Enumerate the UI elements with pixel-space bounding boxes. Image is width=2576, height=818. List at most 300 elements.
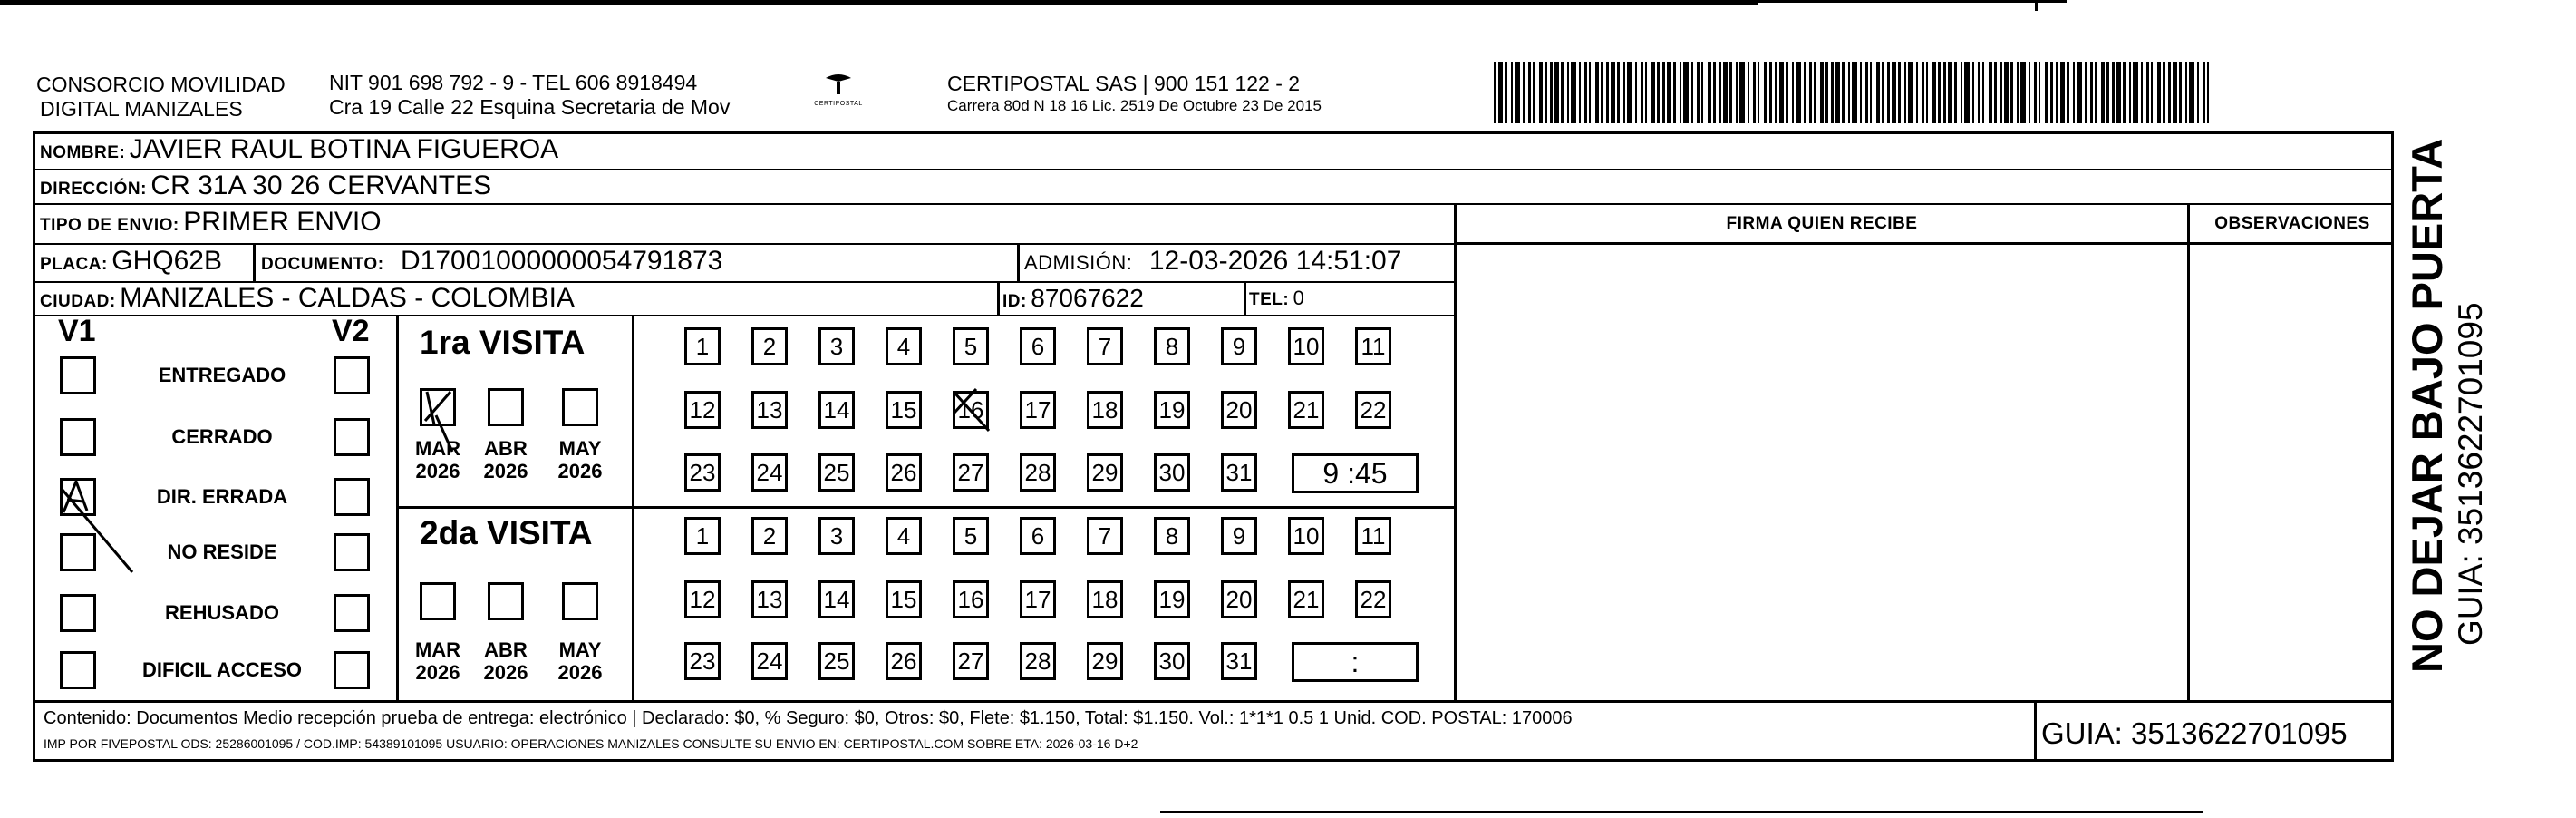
documento-label: DOCUMENTO: bbox=[261, 255, 384, 274]
barcode-bar bbox=[1932, 62, 1936, 123]
v1-checkbox[interactable] bbox=[60, 651, 96, 689]
obs-divider bbox=[2187, 203, 2190, 701]
observaciones-label: OBSERVACIONES bbox=[2214, 214, 2370, 233]
barcode-bar bbox=[2056, 62, 2058, 123]
first-visit-day-box[interactable]: 23 bbox=[684, 453, 721, 492]
barcode-bar bbox=[2129, 62, 2131, 123]
barcode-bar bbox=[1539, 62, 1543, 123]
first-visit-label: 1ra VISITA bbox=[420, 324, 586, 361]
barcode-bar bbox=[1948, 62, 1952, 123]
v2-checkbox[interactable] bbox=[334, 478, 370, 516]
month-name: MAY bbox=[558, 437, 602, 460]
barcode-bar bbox=[1779, 62, 1784, 123]
second-visit-day-box[interactable]: 26 bbox=[886, 642, 922, 680]
issuer-name bbox=[36, 73, 286, 122]
month-year: 2026 bbox=[557, 661, 603, 684]
barcode-bar bbox=[1758, 62, 1759, 123]
barcode-bar bbox=[1904, 62, 1906, 123]
barcode-bar bbox=[2050, 62, 2053, 123]
certipostal-logo bbox=[807, 71, 870, 116]
second-visit-day-box[interactable]: 13 bbox=[751, 580, 788, 618]
second-visit-day-box[interactable]: 7 bbox=[1087, 517, 1123, 555]
second-visit-month-checkbox[interactable] bbox=[420, 582, 456, 620]
first-visit-month-label bbox=[479, 437, 533, 482]
barcode-bar bbox=[2116, 62, 2121, 123]
first-visit-month-label bbox=[553, 437, 607, 482]
second-visit-day-box[interactable]: 25 bbox=[818, 642, 855, 680]
tel-divider bbox=[1244, 281, 1246, 316]
month-year: 2026 bbox=[415, 661, 460, 684]
barcode-bar bbox=[1667, 62, 1671, 123]
first-visit-day-box[interactable]: 14 bbox=[818, 391, 855, 429]
barcode-bar bbox=[1842, 62, 1845, 123]
id-divider bbox=[997, 281, 1000, 316]
barcode-bar bbox=[1617, 62, 1620, 123]
documento-value: D17001000000054791873 bbox=[401, 246, 723, 276]
first-visit-month-checkbox[interactable] bbox=[488, 388, 524, 426]
first-visit-day-box[interactable]: 20 bbox=[1221, 391, 1257, 429]
barcode-bar bbox=[1792, 62, 1794, 123]
first-visit-day-box[interactable]: 31 bbox=[1221, 453, 1257, 492]
barcode-bar bbox=[1865, 62, 1868, 123]
barcode-bar bbox=[1887, 62, 1890, 123]
status-label: CERRADO bbox=[171, 425, 273, 448]
issuer-line1: CONSORCIO MOVILIDAD bbox=[36, 73, 286, 96]
v1-checkbox[interactable] bbox=[60, 418, 96, 456]
first-visit-day-box[interactable]: 18 bbox=[1087, 391, 1123, 429]
barcode-bar bbox=[2106, 62, 2109, 123]
first-visit-day-box[interactable]: 19 bbox=[1154, 391, 1190, 429]
v1-label: V1 bbox=[58, 314, 96, 348]
barcode-bar bbox=[1922, 62, 1924, 123]
barcode-bar bbox=[2090, 62, 2093, 123]
barcode-bar bbox=[1786, 62, 1788, 123]
barcode-bar bbox=[1657, 62, 1660, 123]
id-value: 87067622 bbox=[1031, 284, 1144, 312]
barcode-bar bbox=[1554, 62, 1559, 123]
barcode-bar bbox=[1611, 62, 1615, 123]
second-visit-day-box[interactable]: 18 bbox=[1087, 580, 1123, 618]
barcode-bar bbox=[1627, 62, 1632, 123]
v1-checkbox[interactable] bbox=[60, 594, 96, 632]
month-year: 2026 bbox=[483, 661, 528, 684]
barcode-bar bbox=[2000, 62, 2002, 123]
placa-value: GHQ62B bbox=[111, 246, 222, 276]
barcode-bar bbox=[2060, 62, 2065, 123]
barcode-bar bbox=[1775, 62, 1777, 123]
logo-icon bbox=[820, 71, 857, 96]
first-visit-day-box[interactable]: 5 bbox=[953, 327, 989, 365]
first-visit-day-box[interactable]: 26 bbox=[886, 453, 922, 492]
tel-row bbox=[1249, 287, 1304, 310]
top-edge-divider bbox=[2035, 0, 2038, 11]
first-visit-time-box[interactable]: 9 :45 bbox=[1292, 453, 1419, 493]
placa-label: PLACA: bbox=[40, 255, 108, 274]
month-name: MAR bbox=[414, 638, 461, 661]
first-visit-day-box[interactable]: 10 bbox=[1288, 327, 1324, 365]
barcode-bar bbox=[1523, 62, 1525, 123]
barcode-bar bbox=[1825, 62, 1828, 123]
imp-text: IMP POR FIVEPOSTAL ODS: 25286001095 / COD.IMP: 54389101095 USUARIO: OPERACIONES MANIZALES CONSULTE SU ENVIO EN: CERTIPOSTAL.COM SOBRE ETA: 2026-03-16 D+2 bbox=[44, 736, 1138, 751]
v2-label: V2 bbox=[332, 314, 370, 348]
barcode-bar bbox=[1764, 62, 1767, 123]
tipo-row bbox=[40, 207, 382, 238]
barcode-bar bbox=[2085, 62, 2087, 123]
admision-row bbox=[1024, 246, 1401, 277]
barcode-bar bbox=[1964, 62, 1970, 123]
guia-box-divider bbox=[2034, 700, 2037, 762]
v1-checkbox[interactable] bbox=[60, 356, 96, 394]
second-visit-day-box[interactable]: 9 bbox=[1221, 517, 1257, 555]
first-visit-month-checkbox[interactable] bbox=[562, 388, 598, 426]
barcode-bar bbox=[1579, 62, 1581, 123]
first-visit-day-box[interactable]: 24 bbox=[751, 453, 788, 492]
first-visit-day-box[interactable]: 1 bbox=[684, 327, 721, 365]
barcode-bar bbox=[1645, 62, 1647, 123]
logo-caption: CERTIPOSTAL bbox=[814, 101, 863, 107]
first-visit-day-box[interactable]: 11 bbox=[1355, 327, 1391, 365]
issuer-line2: DIGITAL MANIZALES bbox=[40, 97, 243, 121]
barcode-bar bbox=[1719, 62, 1721, 123]
nombre-row bbox=[40, 134, 558, 165]
barcode-bar bbox=[1809, 62, 1812, 123]
v2-checkbox[interactable] bbox=[334, 533, 370, 571]
side-text bbox=[2402, 93, 2511, 673]
second-visit-day-box[interactable]: 10 bbox=[1288, 517, 1324, 555]
month-year: 2026 bbox=[557, 460, 603, 482]
second-visit-day-box[interactable]: 11 bbox=[1355, 517, 1391, 555]
barcode-bar bbox=[1511, 62, 1513, 123]
barcode-bar bbox=[1662, 62, 1665, 123]
firma-divider bbox=[1454, 203, 1457, 701]
second-visit-day-box[interactable]: 5 bbox=[953, 517, 989, 555]
barcode-bar bbox=[2157, 62, 2161, 123]
second-visit-month-checkbox[interactable] bbox=[562, 582, 598, 620]
second-visit-day-box[interactable]: 19 bbox=[1154, 580, 1190, 618]
barcode-bar bbox=[1769, 62, 1772, 123]
barcode-bar bbox=[1635, 62, 1637, 123]
barcode-bar bbox=[1831, 62, 1834, 123]
v2-checkbox[interactable] bbox=[334, 356, 370, 394]
tel-value: 0 bbox=[1293, 287, 1304, 309]
first-visit-month-label bbox=[411, 437, 465, 482]
tel-label: TEL: bbox=[1249, 290, 1290, 309]
barcode-bar bbox=[1978, 62, 1980, 123]
issuer-nit: NIT 901 698 792 - 9 - TEL 606 8918494 bbox=[329, 71, 698, 94]
visit-split-line bbox=[396, 506, 1457, 509]
barcode-bar bbox=[1748, 62, 1749, 123]
top-edge-line bbox=[0, 0, 1758, 5]
guia-box: GUIA: 3513622701095 bbox=[2041, 716, 2348, 750]
barcode-bar bbox=[2168, 62, 2171, 123]
barcode-bar bbox=[2112, 62, 2115, 123]
row-line bbox=[33, 700, 2394, 703]
no-dejar-warning: NO DEJAR BAJO PUERTA bbox=[2403, 138, 2451, 673]
month-name: MAR bbox=[414, 437, 461, 460]
barcode-bar bbox=[1961, 62, 1962, 123]
second-visit-month-checkbox[interactable] bbox=[488, 582, 524, 620]
contenido-text: Contenido: Documentos Medio recepción prueba de entrega: electrónico | Declarado: $0, % Seguro: $0, Otros: $0, Flete: $1.150, Total: $1.150. Vol.: 1*1*1 0.5 1 Unid. COD. POSTAL: 170006 bbox=[44, 708, 1573, 728]
second-visit-day-box[interactable]: 16 bbox=[953, 580, 989, 618]
second-visit-day-box[interactable]: 20 bbox=[1221, 580, 1257, 618]
first-visit-day-box[interactable]: 21 bbox=[1288, 391, 1324, 429]
barcode-bar bbox=[2173, 62, 2177, 123]
barcode-bar bbox=[2151, 62, 2153, 123]
barcode-bar bbox=[1926, 62, 1928, 123]
barcode-bar bbox=[2073, 62, 2075, 123]
first-visit-day-box[interactable]: 3 bbox=[818, 327, 855, 365]
ciudad-value: MANIZALES - CALDAS - COLOMBIA bbox=[120, 283, 575, 313]
barcode-bar bbox=[1736, 62, 1738, 123]
ciudad-row bbox=[40, 283, 575, 314]
barcode-bar bbox=[1835, 62, 1840, 123]
first-visit-day-box[interactable]: 30 bbox=[1154, 453, 1190, 492]
issuer-contact bbox=[329, 71, 730, 120]
barcode-bar bbox=[1584, 62, 1587, 123]
tipo-label: TIPO DE ENVIO: bbox=[40, 216, 179, 235]
second-visit-month-label bbox=[553, 638, 607, 684]
barcode-bar bbox=[1550, 62, 1553, 123]
barcode-bar bbox=[1691, 62, 1693, 123]
barcode-bar bbox=[1954, 62, 1957, 123]
courier-info bbox=[947, 71, 1322, 116]
status-label: NO RESIDE bbox=[167, 540, 277, 563]
month-name: ABR bbox=[484, 437, 528, 460]
bottom-edge-line bbox=[1160, 811, 2203, 813]
first-visit-day-box[interactable]: 16 bbox=[953, 391, 989, 429]
month-year: 2026 bbox=[415, 460, 460, 482]
status-label: DIFICIL ACCESO bbox=[141, 658, 302, 681]
barcode-bar bbox=[1561, 62, 1564, 123]
barcode-bar bbox=[1852, 62, 1857, 123]
barcode-bar bbox=[1708, 62, 1711, 123]
month-name: MAY bbox=[558, 638, 602, 661]
v2-checkbox[interactable] bbox=[334, 651, 370, 689]
barcode-bar bbox=[2207, 62, 2209, 123]
second-visit-day-box[interactable]: 12 bbox=[684, 580, 721, 618]
admision-divider bbox=[1017, 243, 1020, 281]
second-visit-day-box[interactable]: 21 bbox=[1288, 580, 1324, 618]
barcode-bar bbox=[1882, 62, 1884, 123]
barcode-bar bbox=[2203, 62, 2205, 123]
month-name: ABR bbox=[484, 638, 528, 661]
v1-checkbox[interactable] bbox=[60, 533, 96, 571]
barcode-bar bbox=[1753, 62, 1756, 123]
second-visit-month-label bbox=[411, 638, 465, 684]
barcode-bar bbox=[2045, 62, 2048, 123]
barcode-bar bbox=[1651, 62, 1655, 123]
second-visit-day-box[interactable]: 4 bbox=[886, 517, 922, 555]
documento-row bbox=[261, 246, 722, 277]
second-visit-day-box[interactable]: 31 bbox=[1221, 642, 1257, 680]
tipo-value: PRIMER ENVIO bbox=[183, 207, 382, 237]
barcode-bar bbox=[1589, 62, 1591, 123]
barcode-bar bbox=[1729, 62, 1732, 123]
barcode-bar bbox=[1713, 62, 1716, 123]
barcode-bar bbox=[2004, 62, 2009, 123]
barcode-bar bbox=[1623, 62, 1625, 123]
barcode-bar bbox=[2010, 62, 2013, 123]
barcode-bar bbox=[1697, 62, 1700, 123]
admision-value: 12-03-2026 14:51:07 bbox=[1148, 246, 1402, 276]
first-visit-day-box[interactable]: 28 bbox=[1020, 453, 1056, 492]
first-visit-day-box[interactable]: 8 bbox=[1154, 327, 1190, 365]
ciudad-label: CIUDAD: bbox=[40, 292, 116, 311]
barcode-bar bbox=[1982, 62, 1984, 123]
barcode-bar bbox=[1498, 62, 1503, 123]
barcode-bar bbox=[1908, 62, 1913, 123]
second-visit-day-box[interactable]: 30 bbox=[1154, 642, 1190, 680]
barcode-bar bbox=[2101, 62, 2105, 123]
barcode-bar bbox=[1571, 62, 1576, 123]
barcode-bar bbox=[1820, 62, 1824, 123]
direccion-row bbox=[40, 170, 491, 201]
second-visit-day-box[interactable]: 6 bbox=[1020, 517, 1056, 555]
barcode-bar bbox=[1673, 62, 1676, 123]
barcode-bar bbox=[1739, 62, 1745, 123]
id-label: ID: bbox=[1002, 292, 1027, 311]
barcode-bar bbox=[2163, 62, 2165, 123]
barcode-bar bbox=[2133, 62, 2138, 123]
first-visit-day-box[interactable]: 12 bbox=[684, 391, 721, 429]
barcode-bar bbox=[1641, 62, 1643, 123]
barcode-bar bbox=[2020, 62, 2026, 123]
barcode-bar bbox=[1848, 62, 1850, 123]
barcode-bar bbox=[2034, 62, 2037, 123]
v2-checkbox[interactable] bbox=[334, 418, 370, 456]
second-visit-day-box[interactable]: 14 bbox=[818, 580, 855, 618]
first-visit-day-mark bbox=[949, 385, 994, 439]
second-visit-time-box[interactable]: : bbox=[1292, 642, 1419, 682]
barcode-bar bbox=[1515, 62, 1520, 123]
status-label: REHUSADO bbox=[165, 601, 279, 624]
v1-checkbox[interactable] bbox=[60, 478, 96, 516]
barcode-bar bbox=[1796, 62, 1801, 123]
barcode-bar bbox=[1683, 62, 1689, 123]
barcode-bar bbox=[2185, 62, 2187, 123]
barcode-bar bbox=[1723, 62, 1728, 123]
barcode-bar bbox=[1898, 62, 1901, 123]
barcode-bar bbox=[1876, 62, 1880, 123]
status-label: ENTREGADO bbox=[158, 364, 286, 386]
barcode-bar bbox=[1601, 62, 1603, 123]
barcode-bar bbox=[1528, 62, 1531, 123]
second-visit-day-box[interactable]: 24 bbox=[751, 642, 788, 680]
second-visit-day-box[interactable]: 22 bbox=[1355, 580, 1391, 618]
barcode-bar bbox=[1994, 62, 1997, 123]
barcode-bar bbox=[1567, 62, 1569, 123]
first-visit-day-box[interactable]: 17 bbox=[1020, 391, 1056, 429]
v2-checkbox[interactable] bbox=[334, 594, 370, 632]
barcode-bar bbox=[1505, 62, 1507, 123]
first-visit-day-box[interactable]: 2 bbox=[751, 327, 788, 365]
courier-name: CERTIPOSTAL SAS | 900 151 122 - 2 bbox=[947, 72, 1301, 95]
barcode-bar bbox=[2146, 62, 2149, 123]
second-visit-day-box[interactable]: 1 bbox=[684, 517, 721, 555]
barcode-bar bbox=[1972, 62, 1974, 123]
nombre-value: JAVIER RAUL BOTINA FIGUEROA bbox=[129, 134, 559, 164]
second-visit-day-box[interactable]: 2 bbox=[751, 517, 788, 555]
row-line bbox=[33, 315, 1456, 316]
barcode-bar bbox=[1892, 62, 1896, 123]
second-visit-day-box[interactable]: 8 bbox=[1154, 517, 1190, 555]
second-visit-day-box[interactable]: 28 bbox=[1020, 642, 1056, 680]
first-visit-day-box[interactable]: 13 bbox=[751, 391, 788, 429]
first-visit-day-box[interactable]: 22 bbox=[1355, 391, 1391, 429]
barcode-bar bbox=[1494, 62, 1496, 123]
issuer-address: Cra 19 Calle 22 Esquina Secretaria de Mov bbox=[329, 95, 731, 119]
first-visit-day-box[interactable]: 29 bbox=[1087, 453, 1123, 492]
firma-label: FIRMA QUIEN RECIBE bbox=[1726, 214, 1918, 233]
placa-row bbox=[40, 246, 222, 277]
courier-address: Carrera 80d N 18 16 Lic. 2519 De Octubre 23 De 2015 bbox=[947, 97, 1322, 114]
barcode-bar bbox=[1860, 62, 1862, 123]
barcode bbox=[1494, 62, 2215, 123]
barcode-bar bbox=[2123, 62, 2126, 123]
direccion-label: DIRECCIÓN: bbox=[40, 180, 147, 199]
barcode-bar bbox=[1943, 62, 1946, 123]
first-visit-day-box[interactable]: 9 bbox=[1221, 327, 1257, 365]
barcode-bar bbox=[1701, 62, 1703, 123]
barcode-bar bbox=[1804, 62, 1806, 123]
placa-divider bbox=[253, 243, 256, 281]
first-visit-month-checkbox[interactable] bbox=[420, 388, 456, 426]
admision-label: ADMISIÓN: bbox=[1024, 251, 1133, 274]
first-visit-day-box[interactable]: 6 bbox=[1020, 327, 1056, 365]
top-edge-line-right bbox=[1749, 0, 2067, 3]
second-visit-day-box[interactable]: 3 bbox=[818, 517, 855, 555]
second-visit-day-box[interactable]: 27 bbox=[953, 642, 989, 680]
barcode-bar bbox=[2141, 62, 2143, 123]
barcode-bar bbox=[2039, 62, 2040, 123]
barcode-bar bbox=[1814, 62, 1816, 123]
barcode-bar bbox=[2095, 62, 2097, 123]
status-label: DIR. ERRADA bbox=[156, 485, 288, 508]
second-visit-label: 2da VISITA bbox=[420, 514, 593, 551]
row-line bbox=[33, 203, 2394, 205]
barcode-bar bbox=[2189, 62, 2194, 123]
barcode-bar bbox=[1870, 62, 1872, 123]
barcode-bar bbox=[1606, 62, 1609, 123]
direccion-value: CR 31A 30 26 CERVANTES bbox=[150, 170, 492, 200]
second-visit-month-label bbox=[479, 638, 533, 684]
barcode-bar bbox=[2067, 62, 2069, 123]
id-row bbox=[1002, 284, 1144, 313]
barcode-bar bbox=[1916, 62, 1918, 123]
firma-header-line bbox=[1456, 242, 2394, 245]
barcode-bar bbox=[1680, 62, 1681, 123]
first-visit-day-box[interactable]: 7 bbox=[1087, 327, 1123, 365]
barcode-bar bbox=[1938, 62, 1941, 123]
first-visit-day-box[interactable]: 4 bbox=[886, 327, 922, 365]
barcode-bar bbox=[1533, 62, 1535, 123]
barcode-bar bbox=[2197, 62, 2199, 123]
barcode-bar bbox=[1989, 62, 1992, 123]
second-visit-day-box[interactable]: 15 bbox=[886, 580, 922, 618]
first-visit-day-box[interactable]: 15 bbox=[886, 391, 922, 429]
barcode-bar bbox=[1595, 62, 1599, 123]
barcode-bar bbox=[2077, 62, 2082, 123]
barcode-bar bbox=[2017, 62, 2019, 123]
second-visit-day-box[interactable]: 17 bbox=[1020, 580, 1056, 618]
barcode-bar bbox=[2029, 62, 2030, 123]
second-visit-day-box[interactable]: 29 bbox=[1087, 642, 1123, 680]
month-year: 2026 bbox=[483, 460, 528, 482]
first-visit-day-box[interactable]: 27 bbox=[953, 453, 989, 492]
second-visit-day-box[interactable]: 23 bbox=[684, 642, 721, 680]
barcode-bar bbox=[2179, 62, 2182, 123]
first-visit-day-box[interactable]: 25 bbox=[818, 453, 855, 492]
